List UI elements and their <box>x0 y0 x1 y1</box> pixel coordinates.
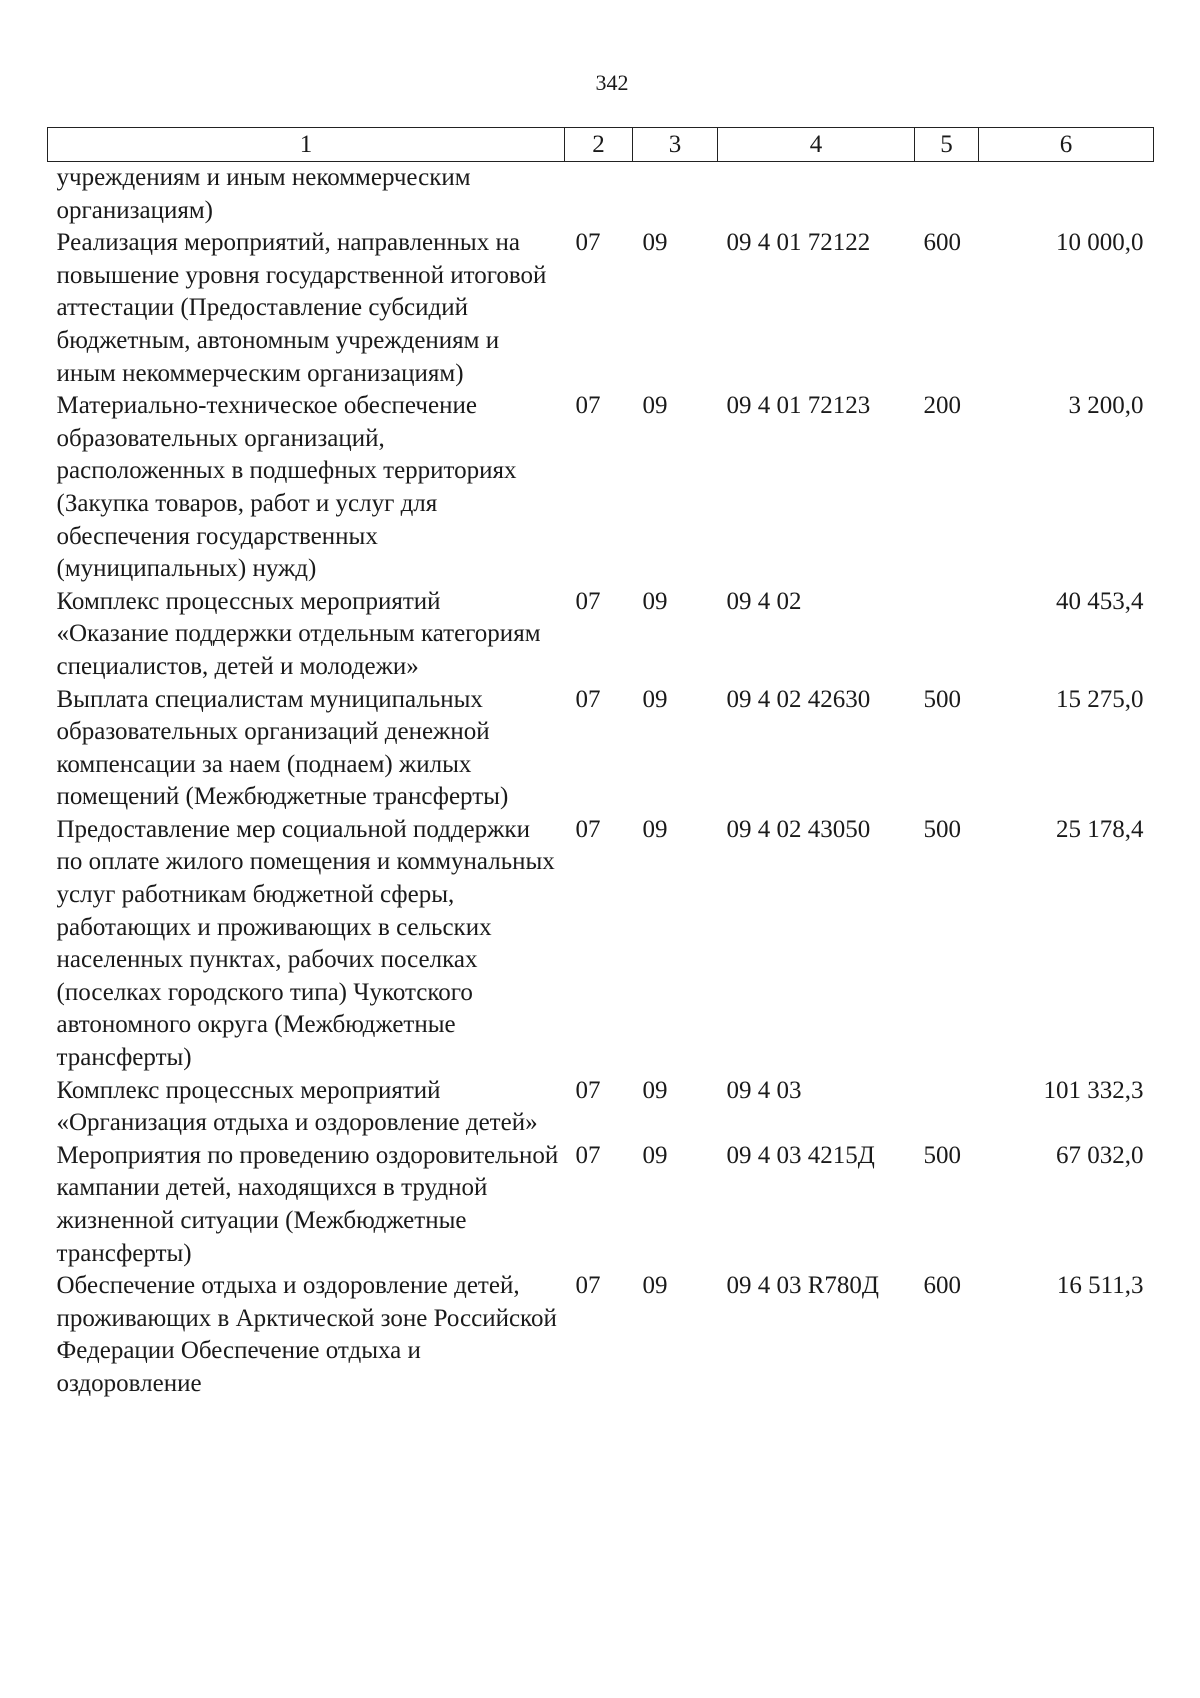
section-code: 07 <box>575 685 601 713</box>
expense-type-code: 600 <box>923 1272 961 1300</box>
item-name: Реализация мероприятий, направленных на повышение уровня государственной итоговой аттестации (Предоставление субсидий бюджетным, автономным учреждениям и иным некоммерческим организациям) <box>56 229 547 387</box>
subsection-code: 09 <box>642 685 668 713</box>
subsection-code: 09 <box>642 587 668 615</box>
section-code: 07 <box>575 587 601 615</box>
page-number: 342 <box>595 70 629 95</box>
target-article-code: 09 4 02 <box>726 587 802 615</box>
target-article-code <box>718 162 915 228</box>
item-name: Предоставление мер социальной поддержки по оплате жилого помещения и коммунальных услуг работникам бюджетной сферы, работающих и проживающих в сельских населенных пунктах, рабочих поселках (поселках городского типа) Чукотского автономного округа (Межбюджетные трансферты) <box>56 815 555 1072</box>
table-row <box>48 162 1154 228</box>
section-code <box>565 162 633 228</box>
expense-type-code <box>915 1075 979 1140</box>
table-row <box>48 586 1154 684</box>
subsection-code: 09 <box>642 229 668 257</box>
item-name: Мероприятия по проведению оздоровительной кампании детей, находящихся в трудной жизненной ситуации (Межбюджетные трансферты) <box>56 1141 559 1267</box>
item-name: Материально-техническое обеспечение образовательных организаций, расположенных в подшефных территориях (Закупка товаров, работ и услуг для обеспечения государственных (муниципальных) нужд) <box>56 392 517 583</box>
table-row <box>48 1270 1154 1400</box>
column-header-amount: 6 <box>979 128 1154 162</box>
column-header-expense-type: 5 <box>915 128 979 162</box>
amount: 3 200,0 <box>1068 392 1144 420</box>
amount: 40 453,4 <box>1056 587 1144 615</box>
amount: 10 000,0 <box>1056 229 1144 257</box>
table-row <box>48 1075 1154 1140</box>
amount: 67 032,0 <box>1056 1141 1144 1169</box>
amount: 15 275,0 <box>1056 685 1144 713</box>
subsection-code: 09 <box>642 1272 668 1300</box>
column-header-target-code: 4 <box>718 128 915 162</box>
amount: 16 511,3 <box>1056 1272 1144 1300</box>
subsection-code: 09 <box>642 815 668 843</box>
section-code: 07 <box>575 1272 601 1300</box>
target-article-code: 09 4 02 43050 <box>726 815 871 843</box>
budget-table <box>47 127 1154 1401</box>
section-code: 07 <box>575 229 601 257</box>
amount: 101 332,3 <box>1043 1076 1144 1104</box>
target-article-code: 09 4 03 R780Д <box>726 1272 879 1300</box>
section-code: 07 <box>575 1141 601 1169</box>
table-row <box>48 227 1154 390</box>
table-row <box>48 1140 1154 1270</box>
column-header-section: 2 <box>565 128 633 162</box>
target-article-code: 09 4 01 72123 <box>726 392 871 420</box>
column-header-subsection: 3 <box>633 128 718 162</box>
expense-type-code: 600 <box>923 229 961 257</box>
expense-type-code: 500 <box>923 815 961 843</box>
table-row <box>48 814 1154 1075</box>
amount <box>979 162 1154 228</box>
subsection-code: 09 <box>642 392 668 420</box>
expense-type-code <box>915 586 979 684</box>
expense-type-code <box>915 162 979 228</box>
target-article-code: 09 4 01 72122 <box>726 229 871 257</box>
amount: 25 178,4 <box>1056 815 1144 843</box>
item-name: Обеспечение отдыха и оздоровление детей, проживающих в Арктической зоне Российской Федерации Обеспечение отдыха и оздоровление <box>56 1272 557 1397</box>
table-row <box>48 684 1154 814</box>
subsection-code: 09 <box>642 1141 668 1169</box>
item-name: Комплекс процессных мероприятий «Оказание поддержки отдельным категориям специалистов, детей и молодежи» <box>56 587 541 680</box>
expense-type-code: 500 <box>923 685 961 713</box>
section-code: 07 <box>575 815 601 843</box>
item-name: учреждениям и иным некоммерческим организациям) <box>56 164 471 224</box>
expense-type-code: 200 <box>923 392 961 420</box>
section-code: 07 <box>575 392 601 420</box>
table-row <box>48 390 1154 586</box>
item-name: Комплекс процессных мероприятий «Организация отдыха и оздоровление детей» <box>56 1076 538 1137</box>
column-number-header-row <box>48 128 1154 162</box>
target-article-code: 09 4 03 4215Д <box>726 1141 875 1169</box>
section-code: 07 <box>575 1076 601 1104</box>
target-article-code: 09 4 03 <box>726 1076 802 1104</box>
subsection-code <box>633 162 718 228</box>
expense-type-code: 500 <box>923 1141 961 1169</box>
target-article-code: 09 4 02 42630 <box>726 685 871 713</box>
subsection-code: 09 <box>642 1076 668 1104</box>
column-header-name: 1 <box>48 128 565 162</box>
item-name: Выплата специалистам муниципальных образовательных организаций денежной компенсации за наем (поднаем) жилых помещений (Межбюджетные трансферты) <box>56 685 509 811</box>
